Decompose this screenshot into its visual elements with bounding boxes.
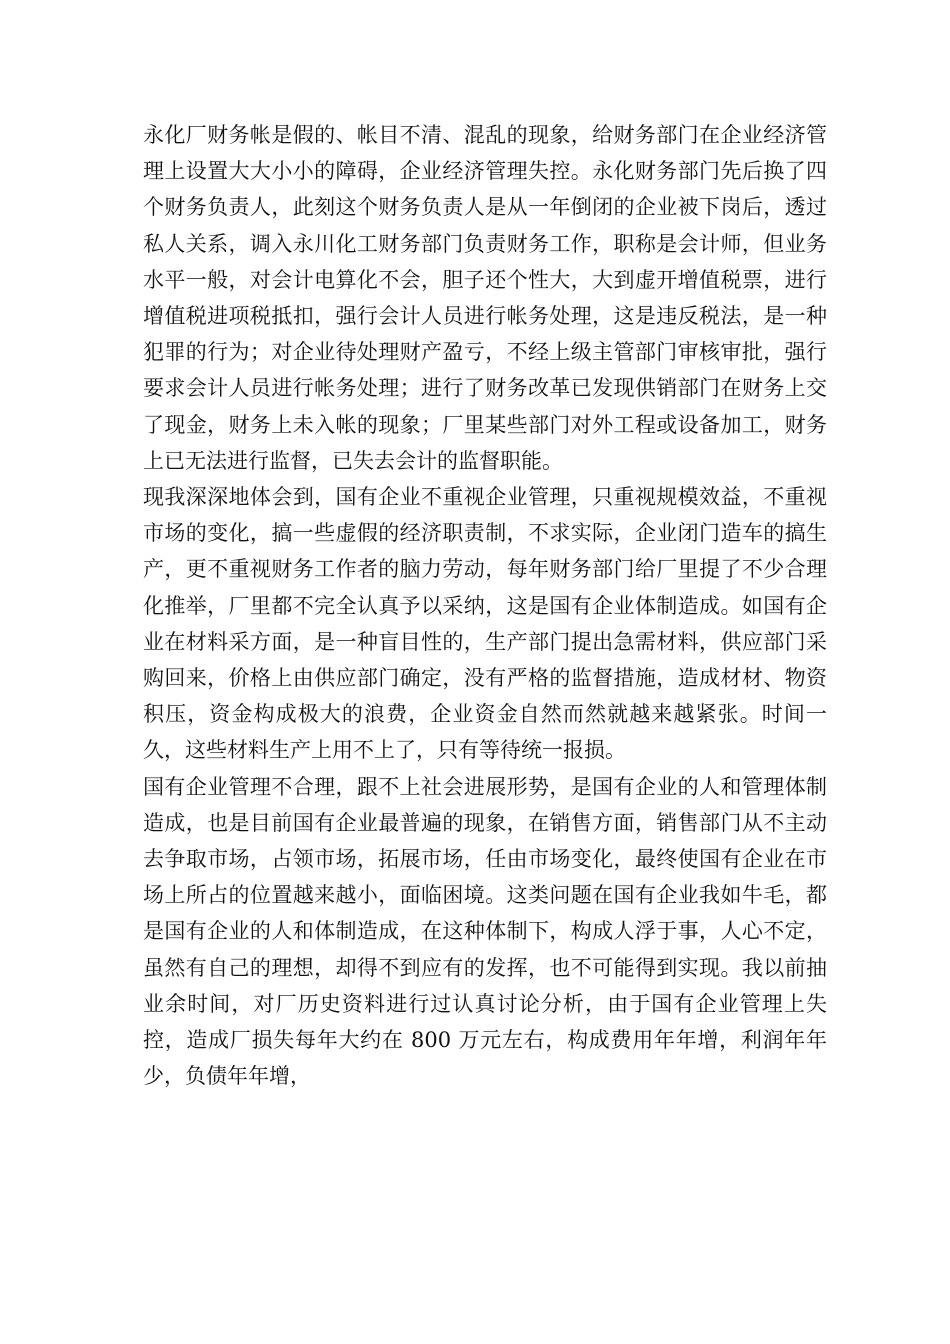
document-body xyxy=(143,117,827,1094)
paragraph-3: 国有企业管理不合理，跟不上社会进展形势，是国有企业的人和管理体制造成，也是目前国有企业最普遍的现象，在销售方面，销售部门从不主动去争取市场，占领市场，拓展市场，任由市场变化，最终使国有企业在市场上所占的位置越来越小，面临困境。这类问题在国有企业我如牛毛，都是国有企业的人和体制造成，在这种体制下，构成人浮于事，人心不定，虽然有自己的理想，却得不到应有的发挥，也不可能得到实现。我以前抽业余时间，对厂历史资料进行过认真讨论分析，由于国有企业管理上失控，造成厂损失每年大约在 800 万元左右，构成费用年年增，利润年年少，负债年年增， xyxy=(143,774,827,1089)
paragraph-2: 现我深深地体会到，国有企业不重视企业管理，只重视规模效益，不重视市场的变化，搞一些虚假的经济职责制，不求实际，企业闭门造车的搞生产，更不重视财务工作者的脑力劳动，每年财务部门给厂里提了不少合理化推举，厂里都不完全认真予以采纳，这是国有企业体制造成。如国有企业在材料采方面，是一种盲目性的，生产部门提出急需材料，供应部门采购回来，价格上由供应部门确定，没有严格的监督措施，造成材材、物资积压，资金构成极大的浪费，企业资金自然而然就越来越紧张。时间一久，这些材料生产上用不上了，只有等待统一报损。 xyxy=(143,485,827,763)
paragraph-1: 永化厂财务帐是假的、帐目不清、混乱的现象，给财务部门在企业经济管理上设置大大小小的障碍，企业经济管理失控。永化财务部门先后换了四个财务负责人，此刻这个财务负责人是从一年倒闭的企业被下岗后，透过私人关系，调入永川化工财务部门负责财务工作，职称是会计师，但业务水平一般，对会计电算化不会，胆子还个性大，大到虚开增值税票，进行增值税进项税抵扣，强行会计人员进行帐务处理，这是违反税法，是一种犯罪的行为；对企业待处理财产盈亏，不经上级主管部门审核审批，强行要求会计人员进行帐务处理；进行了财务改革已发现供销部门在财务上交了现金，财务上未入帐的现象；厂里某些部门对外工程或设备加工，财务上已无法进行监督，已失去会计的监督职能。 xyxy=(143,123,827,473)
